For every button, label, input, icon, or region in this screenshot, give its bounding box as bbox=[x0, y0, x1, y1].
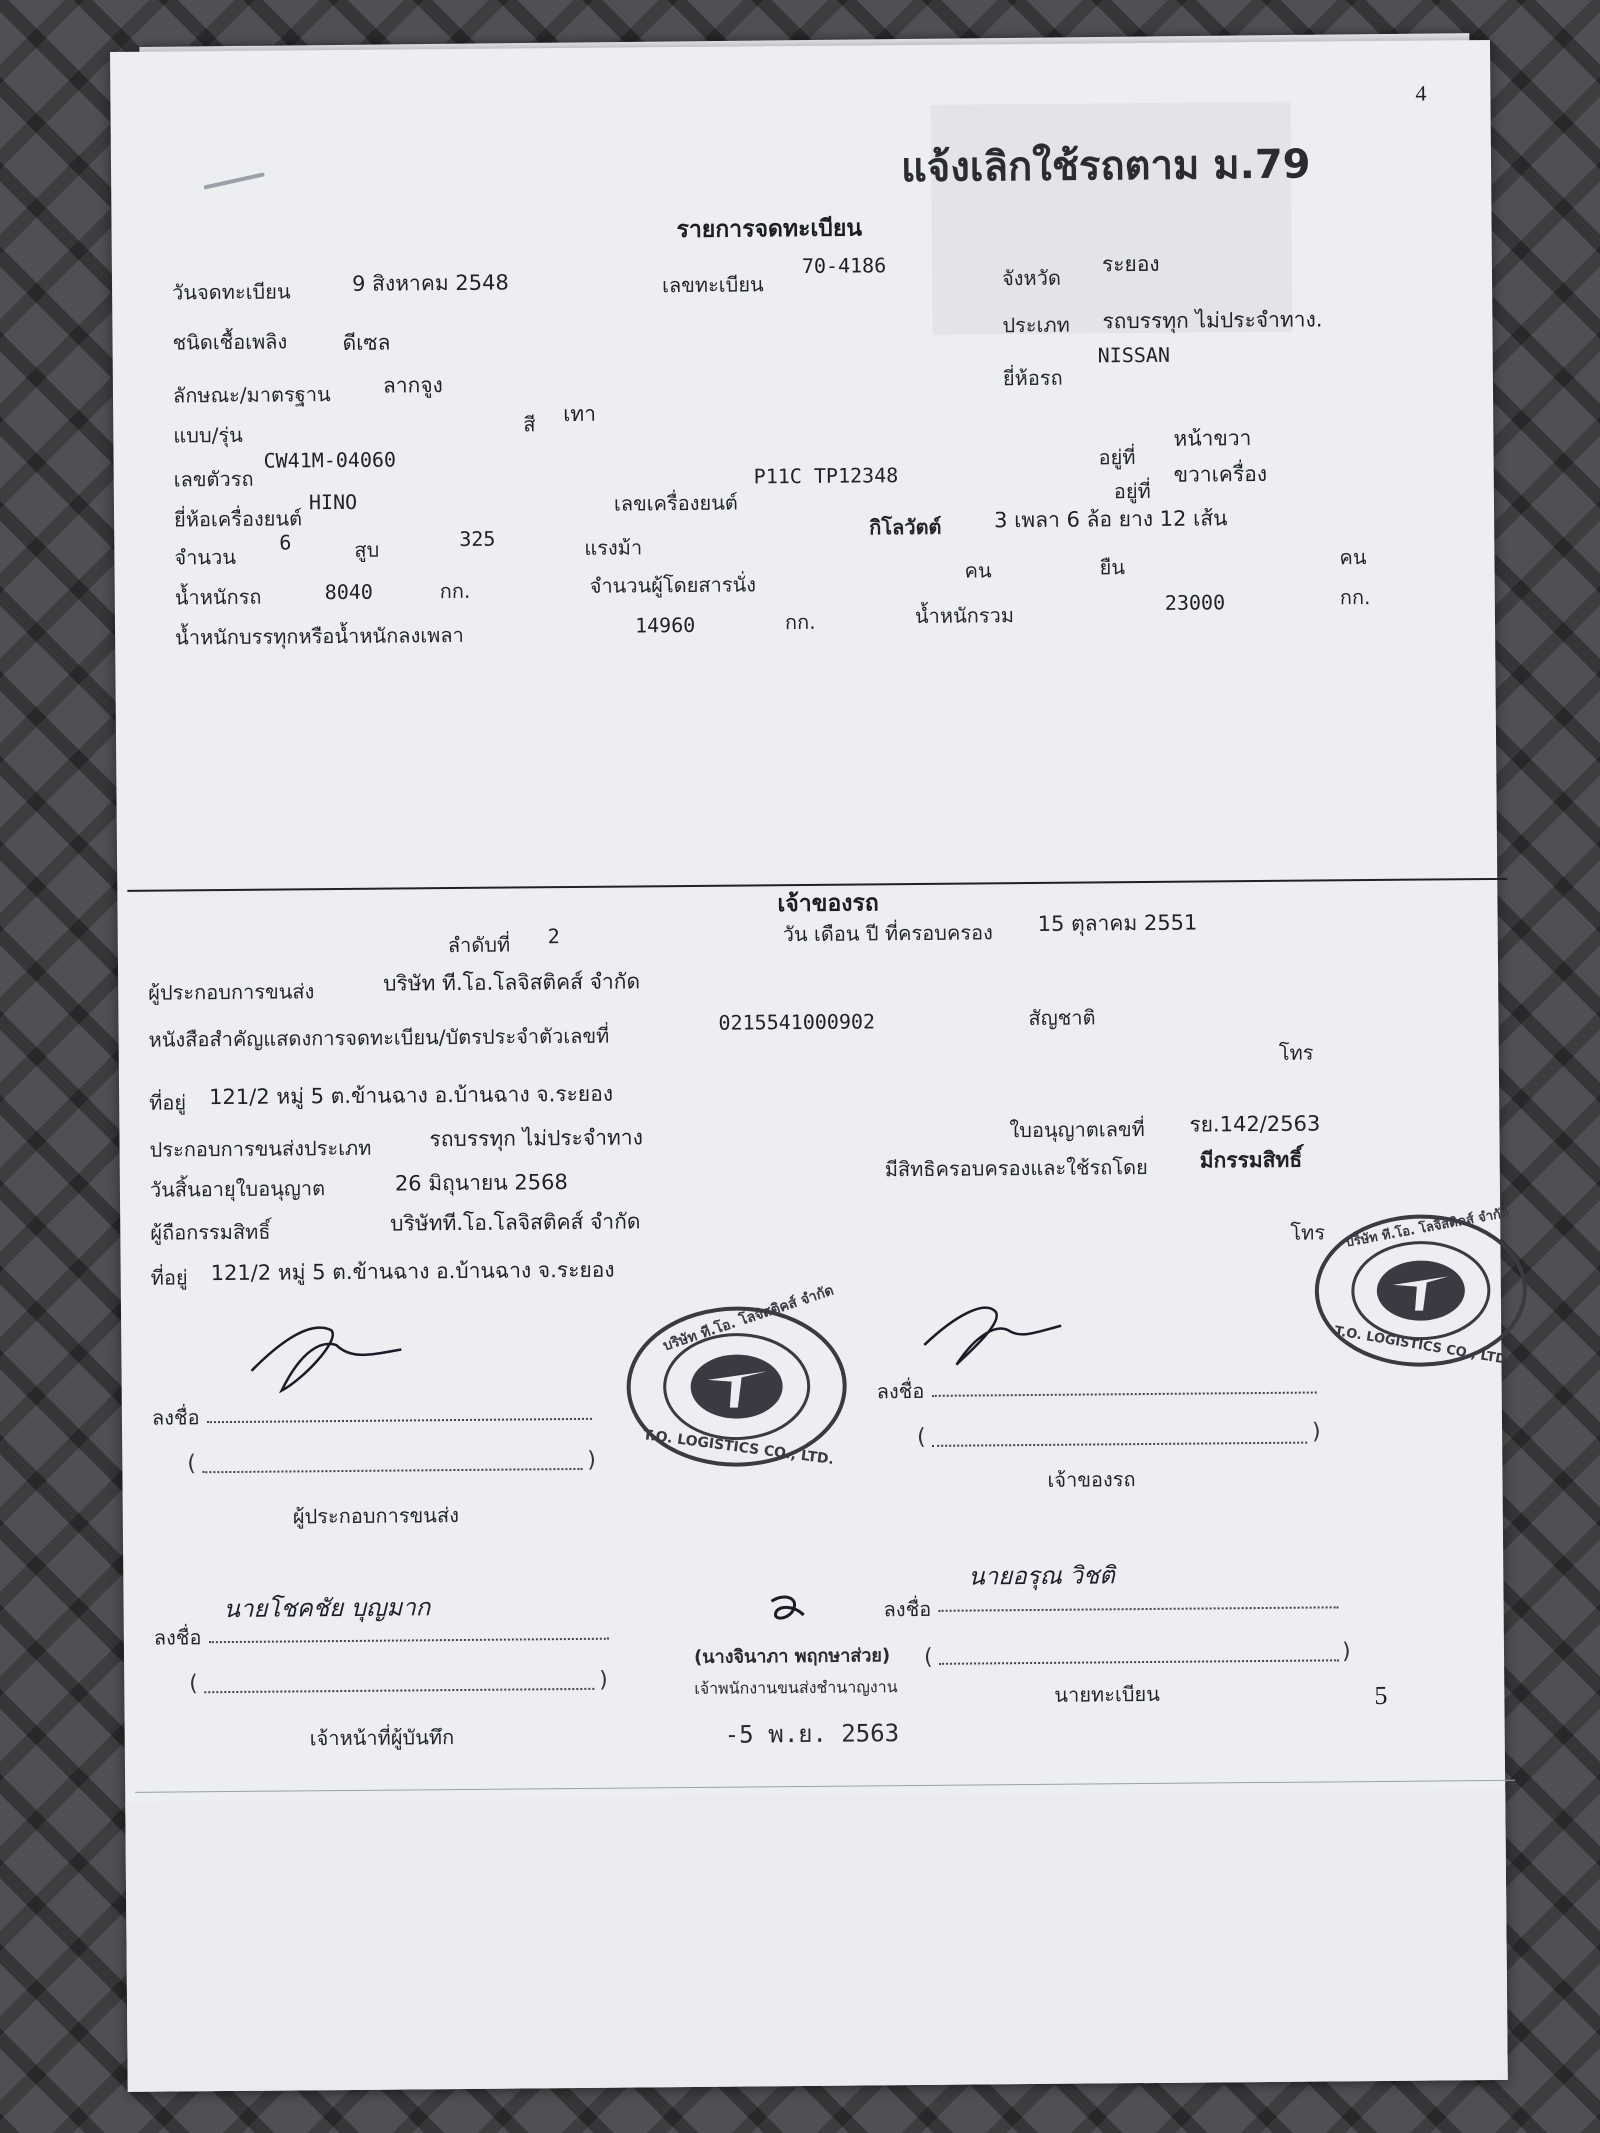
registrar-paren-open: ( bbox=[923, 1644, 933, 1670]
document-title: แจ้งเลิกใช้รถตาม ม.79 bbox=[900, 141, 1311, 192]
right-label: มีสิทธิครอบครองและใช้รถโดย bbox=[884, 1154, 1148, 1182]
page-number-top: 4 bbox=[1415, 80, 1427, 106]
company-stamp-left bbox=[621, 1282, 852, 1473]
engine-brand-value: HINO bbox=[308, 489, 358, 515]
fuel-label: ชนิดเชื้อเพลิง bbox=[172, 329, 288, 355]
engine-no-label: เลขเครื่องยนต์ bbox=[613, 490, 738, 516]
staple bbox=[203, 172, 264, 189]
operator-role: ผู้ประกอบการขนส่ง bbox=[292, 1503, 460, 1529]
center-official-name: (นางจินาภา พฤกษาส่วย) bbox=[693, 1645, 891, 1668]
recorder-signature-name: นายโชคชัย บุญมาก bbox=[223, 1593, 431, 1624]
kw-label: กิโลวัตต์ bbox=[869, 514, 942, 540]
address-value-2: 121/2 หมู่ 5 ต.ข้านฉาง อ.บ้านฉาง จ.ระยอง bbox=[210, 1257, 615, 1286]
reg-date-label: วันจดทะเบียน bbox=[171, 279, 291, 305]
recorder-sign-line bbox=[209, 1638, 609, 1643]
cylinders-value: 6 bbox=[279, 530, 292, 555]
phone-label-2: โทร bbox=[1290, 1220, 1326, 1245]
brand-label: ยี่ห้อรถ bbox=[1002, 365, 1063, 391]
license-no-value: รย.142/2563 bbox=[1189, 1111, 1321, 1137]
address-label-2: ที่อยู่ bbox=[150, 1265, 188, 1290]
operator-name-line bbox=[202, 1468, 582, 1473]
type-label: ประเภท bbox=[1002, 312, 1070, 338]
recorder-paren-open: ( bbox=[189, 1671, 198, 1697]
document-page bbox=[110, 40, 1512, 2092]
company-stamp-right bbox=[1310, 1205, 1531, 1372]
registrar-signature-name: นายอรุณ วิชติ bbox=[968, 1561, 1115, 1591]
owner-signature-icon bbox=[916, 1294, 1067, 1375]
possession-date-value: 15 ตุลาคม 2551 bbox=[1037, 910, 1198, 936]
business-type-label: ประกอบการขนส่งประเภท bbox=[149, 1135, 372, 1162]
engine-brand-label: ยี่ห้อเครื่องยนต์ bbox=[173, 506, 303, 532]
style-value: ลากจูง bbox=[382, 373, 443, 398]
stamp-th-text-right: บริษัท ที.โอ. โลจิสติคส์ จำกัด bbox=[1344, 1205, 1511, 1251]
chassis-location-value: หน้าขวา bbox=[1173, 426, 1252, 451]
operator-signature-icon bbox=[241, 1309, 412, 1400]
passengers-label: จำนวนผู้โดยสารนั่ง bbox=[589, 572, 757, 598]
standing-label: ยืน bbox=[1099, 555, 1126, 580]
standing-unit: คน bbox=[1339, 545, 1367, 570]
operator-paren-close: ) bbox=[587, 1447, 597, 1473]
plate-label: เลขทะเบียน bbox=[661, 272, 764, 298]
engine-location-value: ขวาเครื่อง bbox=[1173, 461, 1268, 487]
model-label: แบบ/รุ่น bbox=[173, 422, 243, 448]
chassis-at-label: อยู่ที่ bbox=[1098, 445, 1136, 470]
address-label-1: ที่อยู่ bbox=[149, 1090, 187, 1115]
owner-sign-label: ลงชื่อ bbox=[876, 1378, 925, 1404]
operator-value: บริษัท ที.โอ.โลจิสติคส์ จำกัด bbox=[383, 969, 641, 996]
weight-unit: กก. bbox=[439, 578, 471, 604]
brand-value: NISSAN bbox=[1097, 342, 1171, 368]
owner-heading: เจ้าของรถ bbox=[777, 890, 879, 918]
total-weight-value: 23000 bbox=[1164, 590, 1226, 615]
holder-value: บริษัทที.โอ.โลจิสติคส์ จำกัด bbox=[390, 1209, 641, 1236]
operator-sign-label: ลงชื่อ bbox=[151, 1405, 200, 1430]
registrar-role: นายทะเบียน bbox=[1054, 1681, 1160, 1707]
registrar-paren-close: ) bbox=[1341, 1639, 1351, 1665]
load-label: น้ำหนักบรรทุกหรือน้ำหนักลงเพลา bbox=[175, 622, 464, 650]
possession-date-label: วัน เดือน ปี ที่ครอบครอง bbox=[782, 920, 993, 947]
blank-bottom-area bbox=[125, 1790, 1507, 2092]
cc-value: 325 bbox=[459, 526, 496, 551]
expiry-label: วันสิ้นอายุใบอนุญาต bbox=[149, 1176, 326, 1202]
chassis-value: CW41M-04060 bbox=[263, 447, 397, 473]
type-value: รถบรรทุก ไม่ประจำทาง. bbox=[1102, 307, 1323, 334]
registrar-sign-label: ลงชื่อ bbox=[883, 1596, 932, 1622]
page-number-bottom: 5 bbox=[1374, 1680, 1388, 1711]
recorder-sign-label: ลงชื่อ bbox=[153, 1625, 202, 1650]
recorder-role: เจ้าหน้าที่ผู้บันทึก bbox=[309, 1725, 455, 1751]
fuel-value: ดีเซล bbox=[342, 330, 391, 355]
id-label: หนังสือสำคัญแสดงการจดทะเบียน/บัตรประจำตัวเลขที่ bbox=[148, 1023, 610, 1052]
registrar-sign-line bbox=[939, 1606, 1339, 1611]
load-unit: กก. bbox=[784, 609, 816, 635]
owner-name-line bbox=[932, 1442, 1307, 1447]
plate-value: 70-4186 bbox=[801, 253, 887, 278]
owner-paren-open: ( bbox=[917, 1424, 926, 1451]
color-label: สี bbox=[523, 412, 536, 437]
registrar-name-line bbox=[939, 1659, 1339, 1664]
total-weight-unit: กก. bbox=[1339, 585, 1371, 610]
chassis-label: เลขตัวรถ bbox=[173, 466, 254, 492]
hp-label: แรงม้า bbox=[584, 535, 643, 560]
holder-label: ผู้ถือกรรมสิทธิ์ bbox=[150, 1219, 271, 1245]
stamp-th-text-left: บริษัท ที.โอ. โลจิสติคส์ จำกัด bbox=[661, 1282, 836, 1355]
recorder-paren-close: ) bbox=[599, 1667, 608, 1693]
style-label: ลักษณะ/มาตรฐาน bbox=[172, 382, 331, 408]
owner-sign-line bbox=[932, 1392, 1317, 1397]
id-value: 0215541000902 bbox=[718, 1009, 876, 1035]
load-value: 14960 bbox=[634, 612, 696, 638]
engine-no-value: P11C TP12348 bbox=[753, 463, 899, 489]
business-type-value: รถบรรทุก ไม่ประจำทาง bbox=[429, 1125, 644, 1152]
center-official-date: -5 พ.ย. 2563 bbox=[724, 1719, 900, 1749]
reg-date-value: 9 สิงหาคม 2548 bbox=[351, 270, 509, 296]
license-no-label: ใบอนุญาตเลขที่ bbox=[1009, 1117, 1145, 1143]
passengers-unit: คน bbox=[964, 558, 992, 583]
province-label: จังหวัด bbox=[1001, 265, 1062, 291]
order-value: 2 bbox=[547, 924, 560, 949]
stamp-en-text-left: T.O. LOGISTICS CO., LTD. bbox=[641, 1427, 835, 1469]
expiry-value: 26 มิถุนายน 2568 bbox=[394, 1170, 568, 1196]
center-initial-icon bbox=[763, 1591, 813, 1631]
total-weight-label: น้ำหนักรวม bbox=[914, 603, 1015, 628]
address-value-1: 121/2 หมู่ 5 ต.ข้านฉาง อ.บ้านฉาง จ.ระยอง bbox=[209, 1081, 614, 1110]
order-label: ลำดับที่ bbox=[447, 932, 511, 958]
center-official-role: เจ้าพนักงานขนส่งชำนาญงาน bbox=[694, 1677, 898, 1698]
weight-label: น้ำหนักรถ bbox=[174, 584, 262, 610]
owner-role: เจ้าของรถ bbox=[1047, 1467, 1136, 1492]
right-value: มีกรรมสิทธิ์ bbox=[1199, 1147, 1303, 1173]
engine-at-label: อยู่ที่ bbox=[1113, 478, 1151, 504]
operator-paren-open: ( bbox=[187, 1451, 197, 1477]
count-label: จำนวน bbox=[174, 544, 237, 570]
recorder-name-line bbox=[204, 1688, 594, 1693]
color-value: เทา bbox=[563, 401, 597, 427]
registration-heading: รายการจดทะเบียน bbox=[676, 215, 863, 244]
phone-label-1: โทร bbox=[1278, 1040, 1314, 1065]
nationality-label: สัญชาติ bbox=[1028, 1005, 1096, 1031]
owner-paren-close: ) bbox=[1311, 1419, 1321, 1445]
operator-label: ผู้ประกอบการขนส่ง bbox=[148, 979, 315, 1005]
cylinder-unit: สูบ bbox=[354, 537, 380, 562]
stamp-en-text-right: T.O. LOGISTICS CO., LTD. bbox=[1333, 1323, 1512, 1369]
province-value: ระยอง bbox=[1101, 251, 1160, 277]
axle-tire-value: 3 เพลา 6 ล้อ ยาง 12 เส้น bbox=[994, 506, 1228, 533]
weight-value: 8040 bbox=[324, 579, 373, 605]
operator-sign-line bbox=[207, 1418, 592, 1423]
